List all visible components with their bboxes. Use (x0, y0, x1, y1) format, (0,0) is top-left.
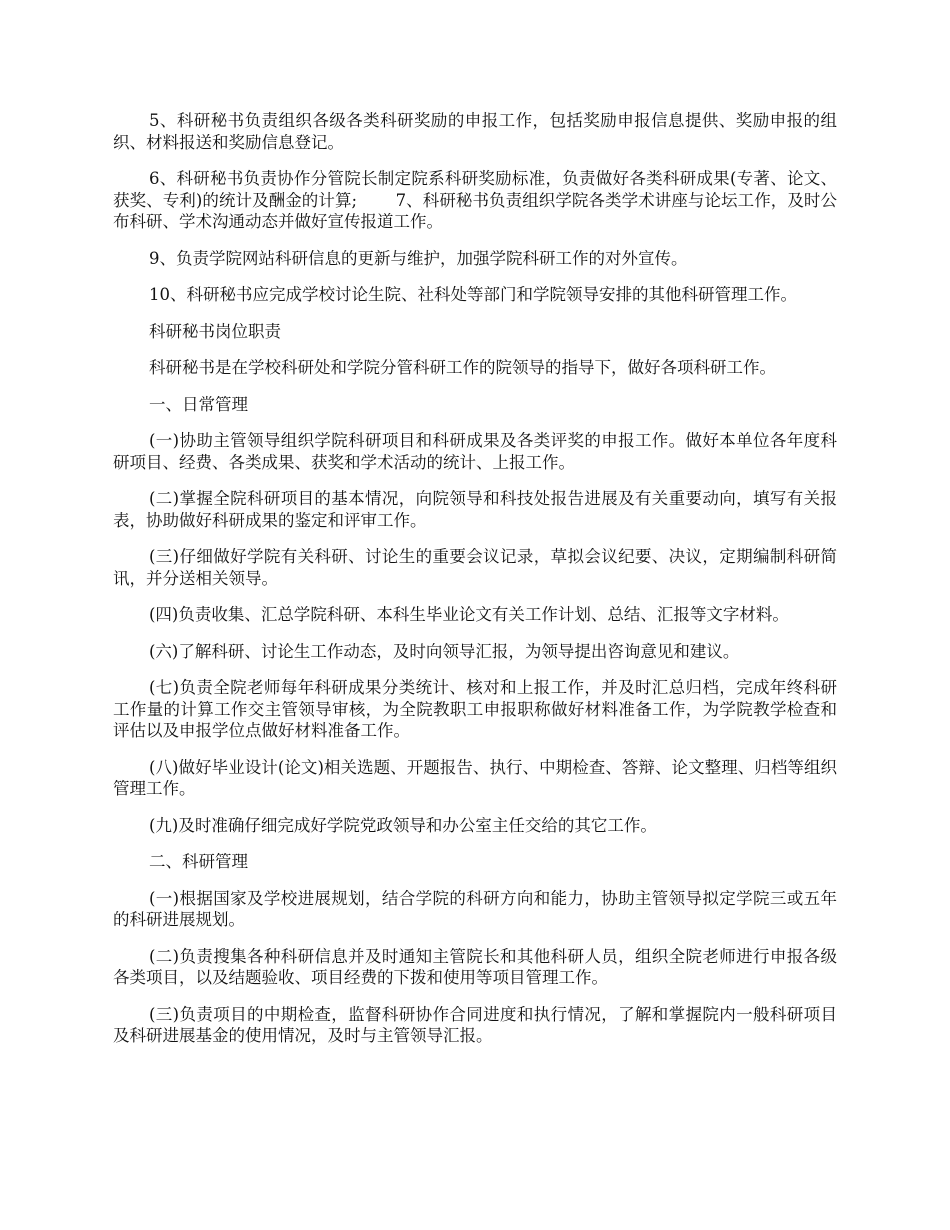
heading-research-management: 二、科研管理 (149, 852, 248, 871)
heading-daily-management: 一、日常管理 (149, 394, 248, 414)
paragraph-research-3: (三)负责项目的中期检查，监督科研协作合同进度和执行情况，了解和掌握院内一般科研项目及科研进展基金的使用情况，及时与主管领导汇报。 (113, 1004, 837, 1045)
paragraph-daily-8: (八)做好毕业设计(论文)相关选题、开题报告、执行、中期检查、答辩、论文整理、归档等组织管理工作。 (113, 757, 837, 798)
section-title: 科研秘书岗位职责 (149, 321, 281, 341)
paragraph-daily-2: (二)掌握全院科研项目的基本情况，向院领导和科技处报告进展及有关重要动向，填写有关报表，协助做好科研成果的鉴定和评审工作。 (113, 489, 837, 530)
paragraph-daily-6: (六)了解科研、讨论生工作动态，及时向领导汇报，为领导提出咨询意见和建议。 (149, 641, 740, 661)
paragraph-research-1: (一)根据国家及学校进展规划，结合学院的科研方向和能力，协助主管领导拟定学院三或五年的科研进展规划。 (113, 888, 837, 929)
paragraph-daily-1: (一)协助主管领导组织学院科研项目和科研成果及各类评奖的申报工作。做好本单位各年度科研项目、经费、各类成果、获奖和学术活动的统计、上报工作。 (113, 431, 837, 472)
paragraph-4: 10、科研秘书应完成学校讨论生院、社科处等部门和学院领导安排的其他科研管理工作。 (149, 285, 797, 304)
paragraph-daily-3: (三)仔细做好学院有关科研、讨论生的重要会议记录，草拟会议纪要、决议，定期编制科研简讯，并分送相关领导。 (113, 547, 837, 588)
paragraph-intro: 科研秘书是在学校科研处和学院分管科研工作的院领导的指导下，做好各项科研工作。 (149, 358, 776, 377)
paragraph-daily-9: (九)及时准确仔细完成好学院党政领导和办公室主任交给的其它工作。 (149, 815, 657, 835)
document-page (113, 110, 837, 1062)
paragraph-2: 6、科研秘书负责协作分管院长制定院系科研奖励标准，负责做好各类科研成果(专著、论文、获奖、专利)的统计及酬金的计算; 7、科研秘书负责组织学院各类学术讲座与论坛工作，及时公布科研、学术沟通动态并做好宣传报道工作。 (113, 169, 837, 231)
paragraph-daily-7: (七)负责全院老师每年科研成果分类统计、核对和上报工作，并及时汇总归档，完成年终科研工作量的计算工作交主管领导审核，为全院教职工申报职称做好材料准备工作，为学院教学检查和评估以及申报学位点做好材料准备工作。 (113, 678, 837, 740)
paragraph-3: 9、负责学院网站科研信息的更新与维护，加强学院科研工作的对外宣传。 (149, 248, 688, 268)
paragraph-daily-4: (四)负责收集、汇总学院科研、本科生毕业论文有关工作计划、总结、汇报等文字材料。 (149, 605, 789, 624)
paragraph-1: 5、科研秘书负责组织各级各类科研奖励的申报工作，包括奖励申报信息提供、奖励申报的组织、材料报送和奖励信息登记。 (113, 111, 837, 152)
paragraph-research-2: (二)负责搜集各种科研信息并及时通知主管院长和其他科研人员，组织全院老师进行申报各级各类项目，以及结题验收、项目经费的下拨和使用等项目管理工作。 (113, 946, 837, 987)
